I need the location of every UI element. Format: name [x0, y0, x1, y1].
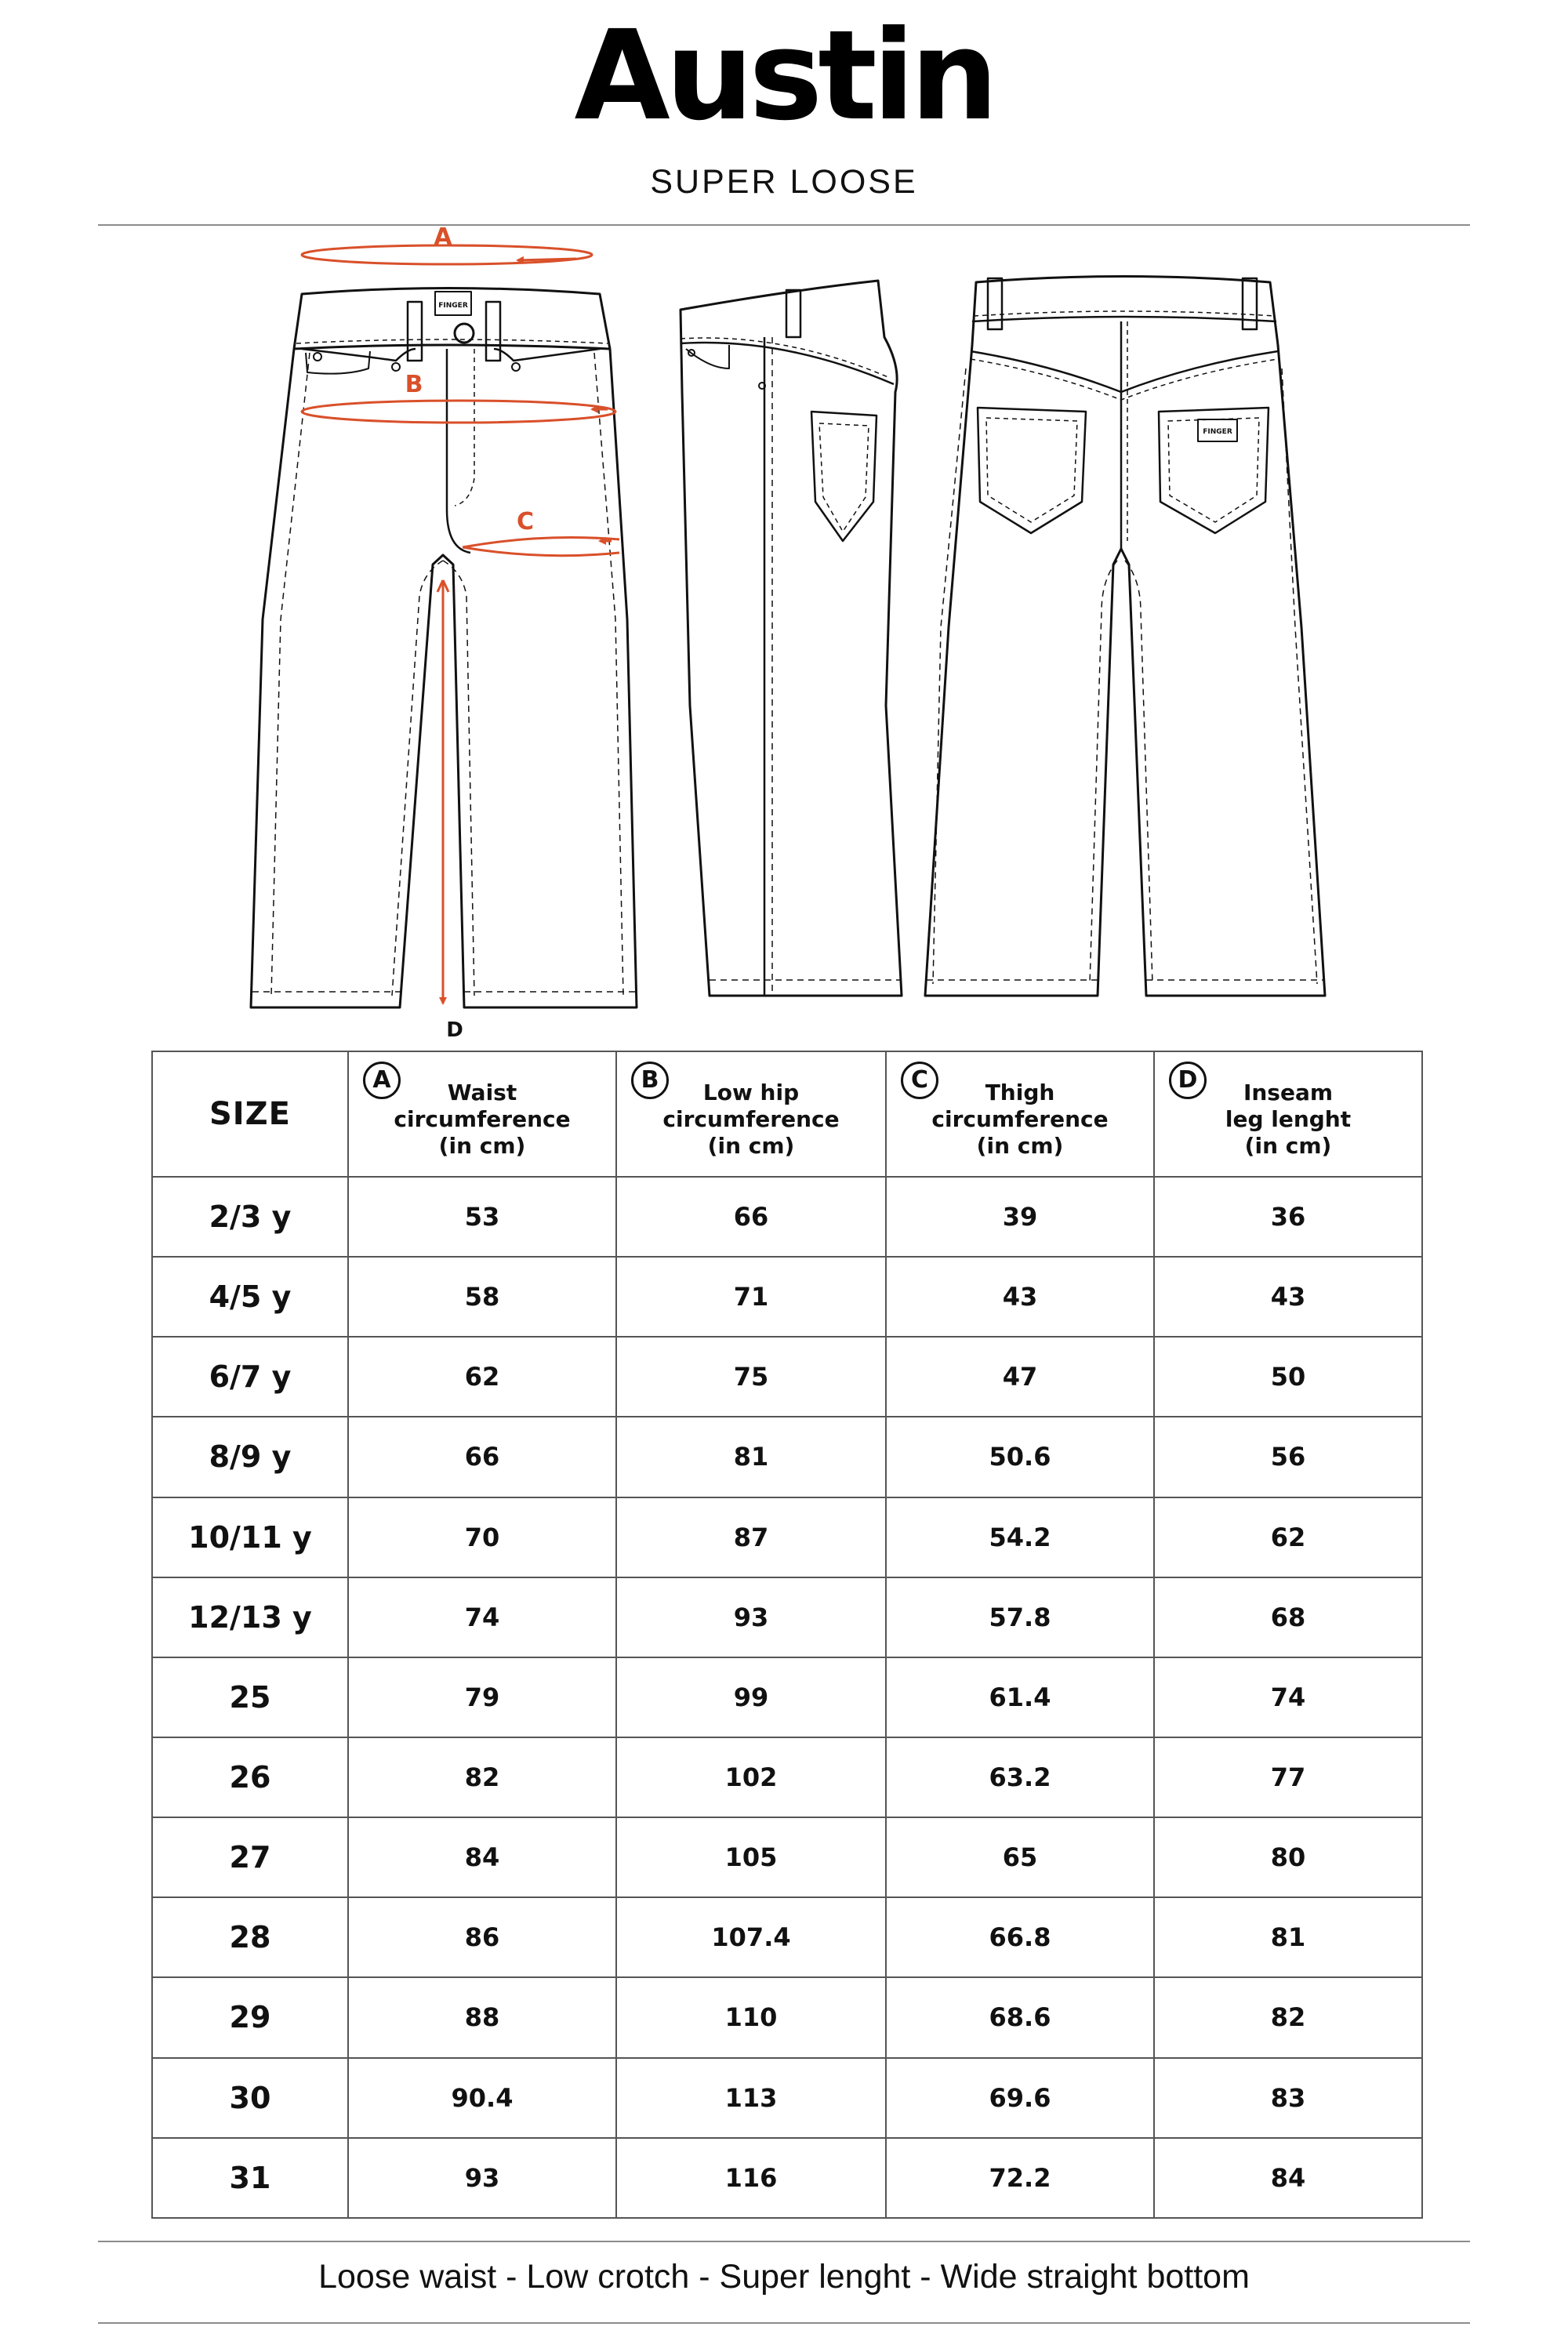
thigh-cell: 47: [886, 1337, 1154, 1417]
low-hip-cell: 107.4: [616, 1897, 886, 1977]
inseam-cell: 82: [1154, 1977, 1422, 2057]
table-row: [152, 1257, 1422, 1337]
low-hip-cell: 102: [616, 1737, 886, 1817]
column-label-b: Low hip circumference (in cm): [662, 1080, 840, 1159]
thigh-cell: 61.4: [886, 1657, 1154, 1737]
table-row: [152, 1497, 1422, 1577]
inseam-cell: 83: [1154, 2058, 1422, 2138]
waist-cell: 88: [348, 1977, 616, 2057]
waist-cell: 93: [348, 2138, 616, 2218]
column-label-d: Inseam leg lenght (in cm): [1225, 1080, 1352, 1159]
waist-cell: 82: [348, 1737, 616, 1817]
size-cell: 4/5 y: [152, 1257, 348, 1337]
low-hip-cell: 105: [616, 1817, 886, 1897]
thigh-cell: 65: [886, 1817, 1154, 1897]
footer-bottom-divider: [98, 2322, 1470, 2324]
marker-c: C: [516, 508, 535, 535]
waist-cell: 79: [348, 1657, 616, 1737]
column-label-a: Waist circumference (in cm): [394, 1080, 571, 1159]
jeans-technical-drawings: [0, 0, 1568, 1051]
inseam-cell: 43: [1154, 1257, 1422, 1337]
inseam-cell: 77: [1154, 1737, 1422, 1817]
size-chart: [151, 1051, 1421, 2219]
size-cell: 2/3 y: [152, 1177, 348, 1257]
low-hip-cell: 75: [616, 1337, 886, 1417]
marker-b: B: [405, 371, 423, 398]
size-cell: 30: [152, 2058, 348, 2138]
size-cell: 31: [152, 2138, 348, 2218]
low-hip-cell: 71: [616, 1257, 886, 1337]
column-header-c: [886, 1051, 1154, 1177]
inseam-cell: 84: [1154, 2138, 1422, 2218]
waist-cell: 84: [348, 1817, 616, 1897]
table-row: [152, 1417, 1422, 1497]
thigh-cell: 39: [886, 1177, 1154, 1257]
low-hip-cell: 66: [616, 1177, 886, 1257]
table-row: [152, 1657, 1422, 1737]
table-row: [152, 1897, 1422, 1977]
inseam-cell: 80: [1154, 1817, 1422, 1897]
inseam-cell: 68: [1154, 1577, 1422, 1657]
size-cell: 29: [152, 1977, 348, 2057]
waist-cell: 62: [348, 1337, 616, 1417]
thigh-cell: 54.2: [886, 1497, 1154, 1577]
thigh-cell: 57.8: [886, 1577, 1154, 1657]
marker-d: D: [446, 1018, 463, 1042]
size-cell: 8/9 y: [152, 1417, 348, 1497]
waist-cell: 53: [348, 1177, 616, 1257]
side-outline: [681, 281, 902, 996]
product-subtitle: SUPER LOOSE: [650, 163, 918, 201]
inseam-cell: 62: [1154, 1497, 1422, 1577]
size-cell: 6/7 y: [152, 1337, 348, 1417]
inseam-cell: 74: [1154, 1657, 1422, 1737]
thigh-cell: 50.6: [886, 1417, 1154, 1497]
inseam-cell: 56: [1154, 1417, 1422, 1497]
thigh-cell: 63.2: [886, 1737, 1154, 1817]
waist-cell: 90.4: [348, 2058, 616, 2138]
back-brand-label: FINGER: [1203, 428, 1232, 436]
size-cell: 12/13 y: [152, 1577, 348, 1657]
size-cell: 27: [152, 1817, 348, 1897]
low-hip-cell: 87: [616, 1497, 886, 1577]
column-letter-a: A: [363, 1062, 401, 1099]
waist-cell: 58: [348, 1257, 616, 1337]
fit-description: Loose waist - Low crotch - Super lenght - Wide straight bottom: [318, 2258, 1250, 2296]
column-header-b: [616, 1051, 886, 1177]
waist-cell: 86: [348, 1897, 616, 1977]
footer-top-divider: [98, 2241, 1470, 2242]
table-row: [152, 1577, 1422, 1657]
table-row: [152, 2138, 1422, 2218]
table-row: [152, 1977, 1422, 2057]
low-hip-cell: 99: [616, 1657, 886, 1737]
inseam-cell: 50: [1154, 1337, 1422, 1417]
column-letter-d: D: [1169, 1062, 1207, 1099]
size-column-header: SIZE: [152, 1051, 348, 1177]
column-label-c: Thigh circumference (in cm): [931, 1080, 1109, 1159]
column-header-d: [1154, 1051, 1422, 1177]
column-header-a: [348, 1051, 616, 1177]
low-hip-cell: 116: [616, 2138, 886, 2218]
table-header-row: [152, 1051, 1422, 1177]
table-row: [152, 1817, 1422, 1897]
product-title: Austin: [574, 4, 994, 148]
waist-cell: 74: [348, 1577, 616, 1657]
side-view-jeans: [681, 281, 902, 996]
thigh-cell: 69.6: [886, 2058, 1154, 2138]
waist-cell: 66: [348, 1417, 616, 1497]
thigh-cell: 68.6: [886, 1977, 1154, 2057]
waist-cell: 70: [348, 1497, 616, 1577]
low-hip-cell: 81: [616, 1417, 886, 1497]
low-hip-cell: 113: [616, 2058, 886, 2138]
inseam-cell: 81: [1154, 1897, 1422, 1977]
size-table: [151, 1051, 1423, 2219]
size-cell: 26: [152, 1737, 348, 1817]
low-hip-cell: 110: [616, 1977, 886, 2057]
back-outline: [925, 277, 1325, 996]
front-brand-label: FINGER: [438, 302, 468, 310]
table-row: [152, 2058, 1422, 2138]
table-row: [152, 1337, 1422, 1417]
low-hip-cell: 93: [616, 1577, 886, 1657]
marker-a: A: [434, 223, 452, 251]
back-view-jeans: [925, 277, 1325, 996]
table-row: [152, 1737, 1422, 1817]
column-letter-b: B: [631, 1062, 669, 1099]
thigh-cell: 72.2: [886, 2138, 1154, 2218]
column-letter-c: C: [901, 1062, 938, 1099]
table-row: [152, 1177, 1422, 1257]
thigh-cell: 43: [886, 1257, 1154, 1337]
size-cell: 25: [152, 1657, 348, 1737]
size-cell: 28: [152, 1897, 348, 1977]
size-cell: 10/11 y: [152, 1497, 348, 1577]
inseam-cell: 36: [1154, 1177, 1422, 1257]
thigh-cell: 66.8: [886, 1897, 1154, 1977]
